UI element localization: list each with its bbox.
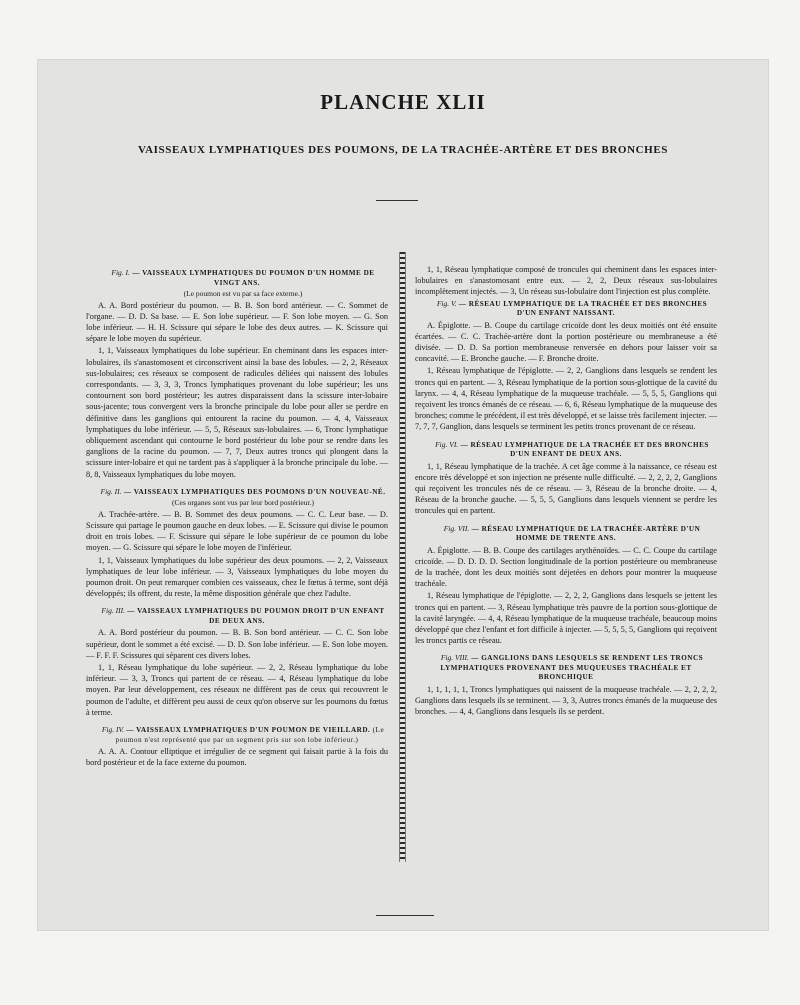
figure-heading-text: — VAISSEAUX LYMPHATIQUES DU POUMON DROIT D'UN ENFANT DE DEUX ANS.	[127, 607, 385, 625]
figure-description: 1, 1, Réseau lymphatique de la trachée. A cet âge comme à la naissance, ce réseau est encore très développé et son injection ne présente nulle difficulté. — 2, 2, 2, 2, Ganglions qui reçoivent les troncules nés de ce réseau. — 3, Réseau de la bronche droite. — 4, Réseau de la bronche gauche. — 5, 5, 5, Ganglions dans lesquels viennent se perdre les troncules qui en partent.	[415, 461, 717, 516]
figure-section	[415, 524, 717, 647]
figure-description: A. A. Bord postérieur du poumon. — B. B. Son bord antérieur. — C. Sommet de l'organe. — D. D. Sa base. — E. Son lobe supérieur. — F. Son lobe moyen. — G. Son lobe inférieur. — H. H. Scissure qui sépare le lobe des deux autres. — K. Scissure qui sépare le lobe moyen du supérieur.	[86, 300, 388, 344]
figure-number: Fig. III.	[101, 606, 125, 616]
figure-section	[415, 299, 717, 433]
figure-heading	[415, 440, 717, 460]
figure-section	[86, 268, 388, 480]
figure-description: 1, 1, Vaisseaux lymphatiques du lobe supérieur des deux poumons. — 2, 2, Vaisseaux lymphatiques de leur lobe inférieur. — 3, Vaisseaux lymphatiques du lobe moyen du poumon droit. On peut remarquer combien ces vaisseaux, chez le fœtus à terme, sont déjà développés; ils offrent, du reste, la même disposition générale que chez l'adulte.	[86, 555, 388, 599]
figure-description: 1, 1, 1, 1, 1, Troncs lymphatiques qui naissent de la muqueuse trachéale. — 2, 2, 2, 2, Ganglions dans lesquels ils se terminent. — 3, 3, Autres troncs émanés de la muqueuse des bronches. — 4, 4, Ganglions dans lesquels ils se perdent.	[415, 684, 717, 717]
figure-number: Fig. IV.	[101, 725, 124, 734]
title-rule	[376, 200, 418, 201]
figure-heading-text: — VAISSEAUX LYMPHATIQUES DES POUMONS D'UN NOUVEAU-NÉ.	[123, 487, 386, 496]
fig-iv-continuation: 1, 1, Réseau lymphatique composé de troncules qui cheminent dans les espaces inter-lobulaires en s'anastomosant entre eux. — 2, 2, Deux réseaux sus-lobulaires incomplètement injectés. — 3, Un réseau sus-lobulaire dont l'injection est plus complète.	[415, 265, 717, 297]
figure-note: (Ces organes sont vus par leur bord postérieur.)	[172, 498, 314, 508]
figure-section	[86, 606, 388, 718]
figure-number: Fig. V.	[436, 298, 457, 308]
column-divider-ornament	[399, 252, 406, 862]
figure-number: Fig. VIII.	[440, 653, 469, 663]
figure-description: A. A. Bord postérieur du poumon. — B. B. Son bord antérieur. — C. C. Son lobe supérieur, dont le sommet a été excisé. — D. D. Son lobe inférieur. — E. Son lobe moyen. — F. F. F. Scissures qui séparent ces divers lobes.	[86, 628, 388, 660]
figure-heading-text: — RÉSEAU LYMPHATIQUE DE LA TRACHÉE ET DES BRONCHES D'UN ENFANT NAISSANT.	[458, 299, 708, 318]
figure-heading	[415, 299, 717, 319]
figure-description: A. Trachée-artère. — B. B. Sommet des deux poumons. — C. C. Leur base. — D. Scissure qui partage le poumon gauche en deux lobes. — E. Scissure qui divise le poumon droit en trois lobes. — F. Scissure qui sépare le lobe supérieur de ce poumon du lobe moyen. — G. Scissure qui sépare le lobe moyen de l'inférieur.	[86, 509, 388, 553]
figure-description: 1, 1, Réseau lymphatique du lobe supérieur. — 2, 2, Réseau lymphatique du lobe inférieur. — 3, 3, Troncs qui partent de ce réseau. — 4, Réseau lymphatique du lobe moyen. Par leur développement, ces réseaux ne diffèrent pas de ceux qui recouvrent le poumon de l'adulte, et diffèrent peu aussi de ceux qu'on observe sur les poumons du fœtus à terme.	[86, 662, 388, 717]
figure-heading-text: — RÉSEAU LYMPHATIQUE DE LA TRACHÉE ET DES BRONCHES D'UN ENFANT DE DEUX ANS.	[460, 440, 709, 459]
figure-heading	[86, 487, 388, 498]
figure-description: 1, Réseau lymphatique de l'épiglotte. — 2, 2, 2, Ganglions dans lesquels se jettent les troncs qui en partent. — 3, Réseau lymphatique très pauvre de la portion sous-glottique de la cavité laryngée. — 4, 4, Réseau lymphatique de la muqueuse trachéale, beaucoup moins développé que chez l'enfant et fort difficile à injecter. — 5, 5, 5, 5, Ganglions qui reçoivent les troncs partis ce réseau.	[415, 591, 718, 646]
bottom-rule	[376, 915, 434, 916]
figure-number: Fig. VI.	[435, 439, 459, 449]
plate-title: PLANCHE XLII	[320, 90, 486, 114]
figure-heading-text: — VAISSEAUX LYMPHATIQUES D'UN POUMON DE VIEILLARD.	[126, 726, 371, 734]
figure-number: Fig. VII.	[443, 523, 470, 533]
figure-note: (Le poumon est vu par sa face externe.)	[183, 289, 303, 298]
figure-section	[86, 725, 388, 768]
figure-section	[415, 440, 717, 517]
figure-description: 1, 1, Vaisseaux lymphatiques du lobe supérieur. En cheminant dans les espaces inter-lobulaires, ils s'anastomosent et circonscrivent ainsi la base des lobules. — 2, 2, Réseaux sus-lobulaires; ces réseaux se composent de radicules déliées qui naissent des lobules correspondants. — 3, 3, 3, Troncs lymphatiques provenant du lobe supérieur; les uns contournent son bord postérieur; les autres disparaissent dans la scissure inter-lobaire sous-jacente; tous convergent vers la bronche principale du lobe pour aller se perdre en définitive dans les ganglions qui entourent la racine du poumon. — 4, 4, Vaisseaux lymphatiques du lobe inférieur. — 5, 5, Réseaux sus-lobulaires. — 6, Tronc lymphatique obliquement ascendant qui contourne le bord postérieur du lobe pour se rendre dans les ganglions de la racine du poumon. — 7, 7, Deux autres troncs qui plongent dans la scissure inter-lobaire et qui ne tardent pas à s'appliquer à la bronche principale du lobe. — 8, 8, Vaisseaux lymphatiques du lobe moyen.	[86, 346, 388, 479]
figure-section	[86, 487, 388, 600]
figure-heading-text: — VAISSEAUX LYMPHATIQUES DU POUMON D'UN HOMME DE VINGT ANS.	[132, 269, 375, 287]
figure-heading	[86, 268, 388, 288]
figure-description: A. A. A. Contour elliptique et irrégulier de ce segment qui faisait partie à la fois du bord postérieur et de la face externe du poumon.	[86, 747, 388, 768]
left-column	[86, 268, 388, 769]
figure-heading-text: — GANGLIONS DANS LESQUELS SE RENDENT LES TRONCS LYMPHATIQUES PROVENANT DES MUQUEUSES TRACHÉALE ET BRONCHIQUE	[440, 654, 704, 682]
figure-number: Fig. II.	[100, 486, 122, 496]
figure-heading-text: — RÉSEAU LYMPHATIQUE DE LA TRACHÉE-ARTÈRE D'UN HOMME DE TRENTE ANS.	[471, 524, 701, 543]
plate-subtitle: VAISSEAUX LYMPHATIQUES DES POUMONS, DE LA TRACHÉE-ARTÈRE ET DES BRONCHES	[138, 144, 668, 156]
figure-description: 1, Réseau lymphatique de l'épiglotte. — 2, 2, Ganglions dans lesquels se rendent les troncs qui en partent. — 3, Réseau lymphatique de la portion sous-glottique de la cavité du larynx. — 4, 4, Réseau lymphatique de la muqueuse trachéale. — 5, 5, 5, Ganglions qui reçoivent les troncs émanés de ce réseau. — 6, 6, Réseau lymphatique de la muqueuse des bronches; comme le précédent, il est très développé, et se laisse très facilement injecter. — 7, 7, 7, Ganglion, dans lesquels se terminent les petits troncs provenant de ce réseau.	[415, 366, 717, 432]
figure-heading	[415, 653, 717, 683]
figure-description: A. Épiglotte. — B. Coupe du cartilage cricoïde dont les deux moitiés ont été ensuite écartées. — C. C. Trachée-artère dont la portion postérieure ou membraneuse a été divisée. — D. D. Sa portion membraneuse renversée en dehors pour laisser voir sa concavité. — E. Bronche gauche. — F. Bronche droite.	[415, 320, 717, 364]
right-column	[415, 264, 717, 719]
figure-note: (Le poumon n'est représenté que par un segment pris sur son lobe inférieur.)	[115, 726, 385, 744]
figure-description: A. Épiglotte. — B. B. Coupe des cartilages arythénoïdes. — C. C. Coupe du cartilage cricoïde. — D. D. D. D. Section longitudinale de la portion postérieure ou membraneuse de la trachée, dont les deux moitiés sont déjetées en dehors pour montrer la muqueuse trachéale.	[415, 545, 717, 589]
figure-number: Fig. I.	[111, 268, 130, 277]
figure-heading	[415, 524, 717, 544]
figure-heading	[86, 725, 388, 745]
plate-sheet	[38, 60, 768, 930]
figure-section	[415, 653, 717, 717]
figure-heading	[86, 606, 388, 626]
